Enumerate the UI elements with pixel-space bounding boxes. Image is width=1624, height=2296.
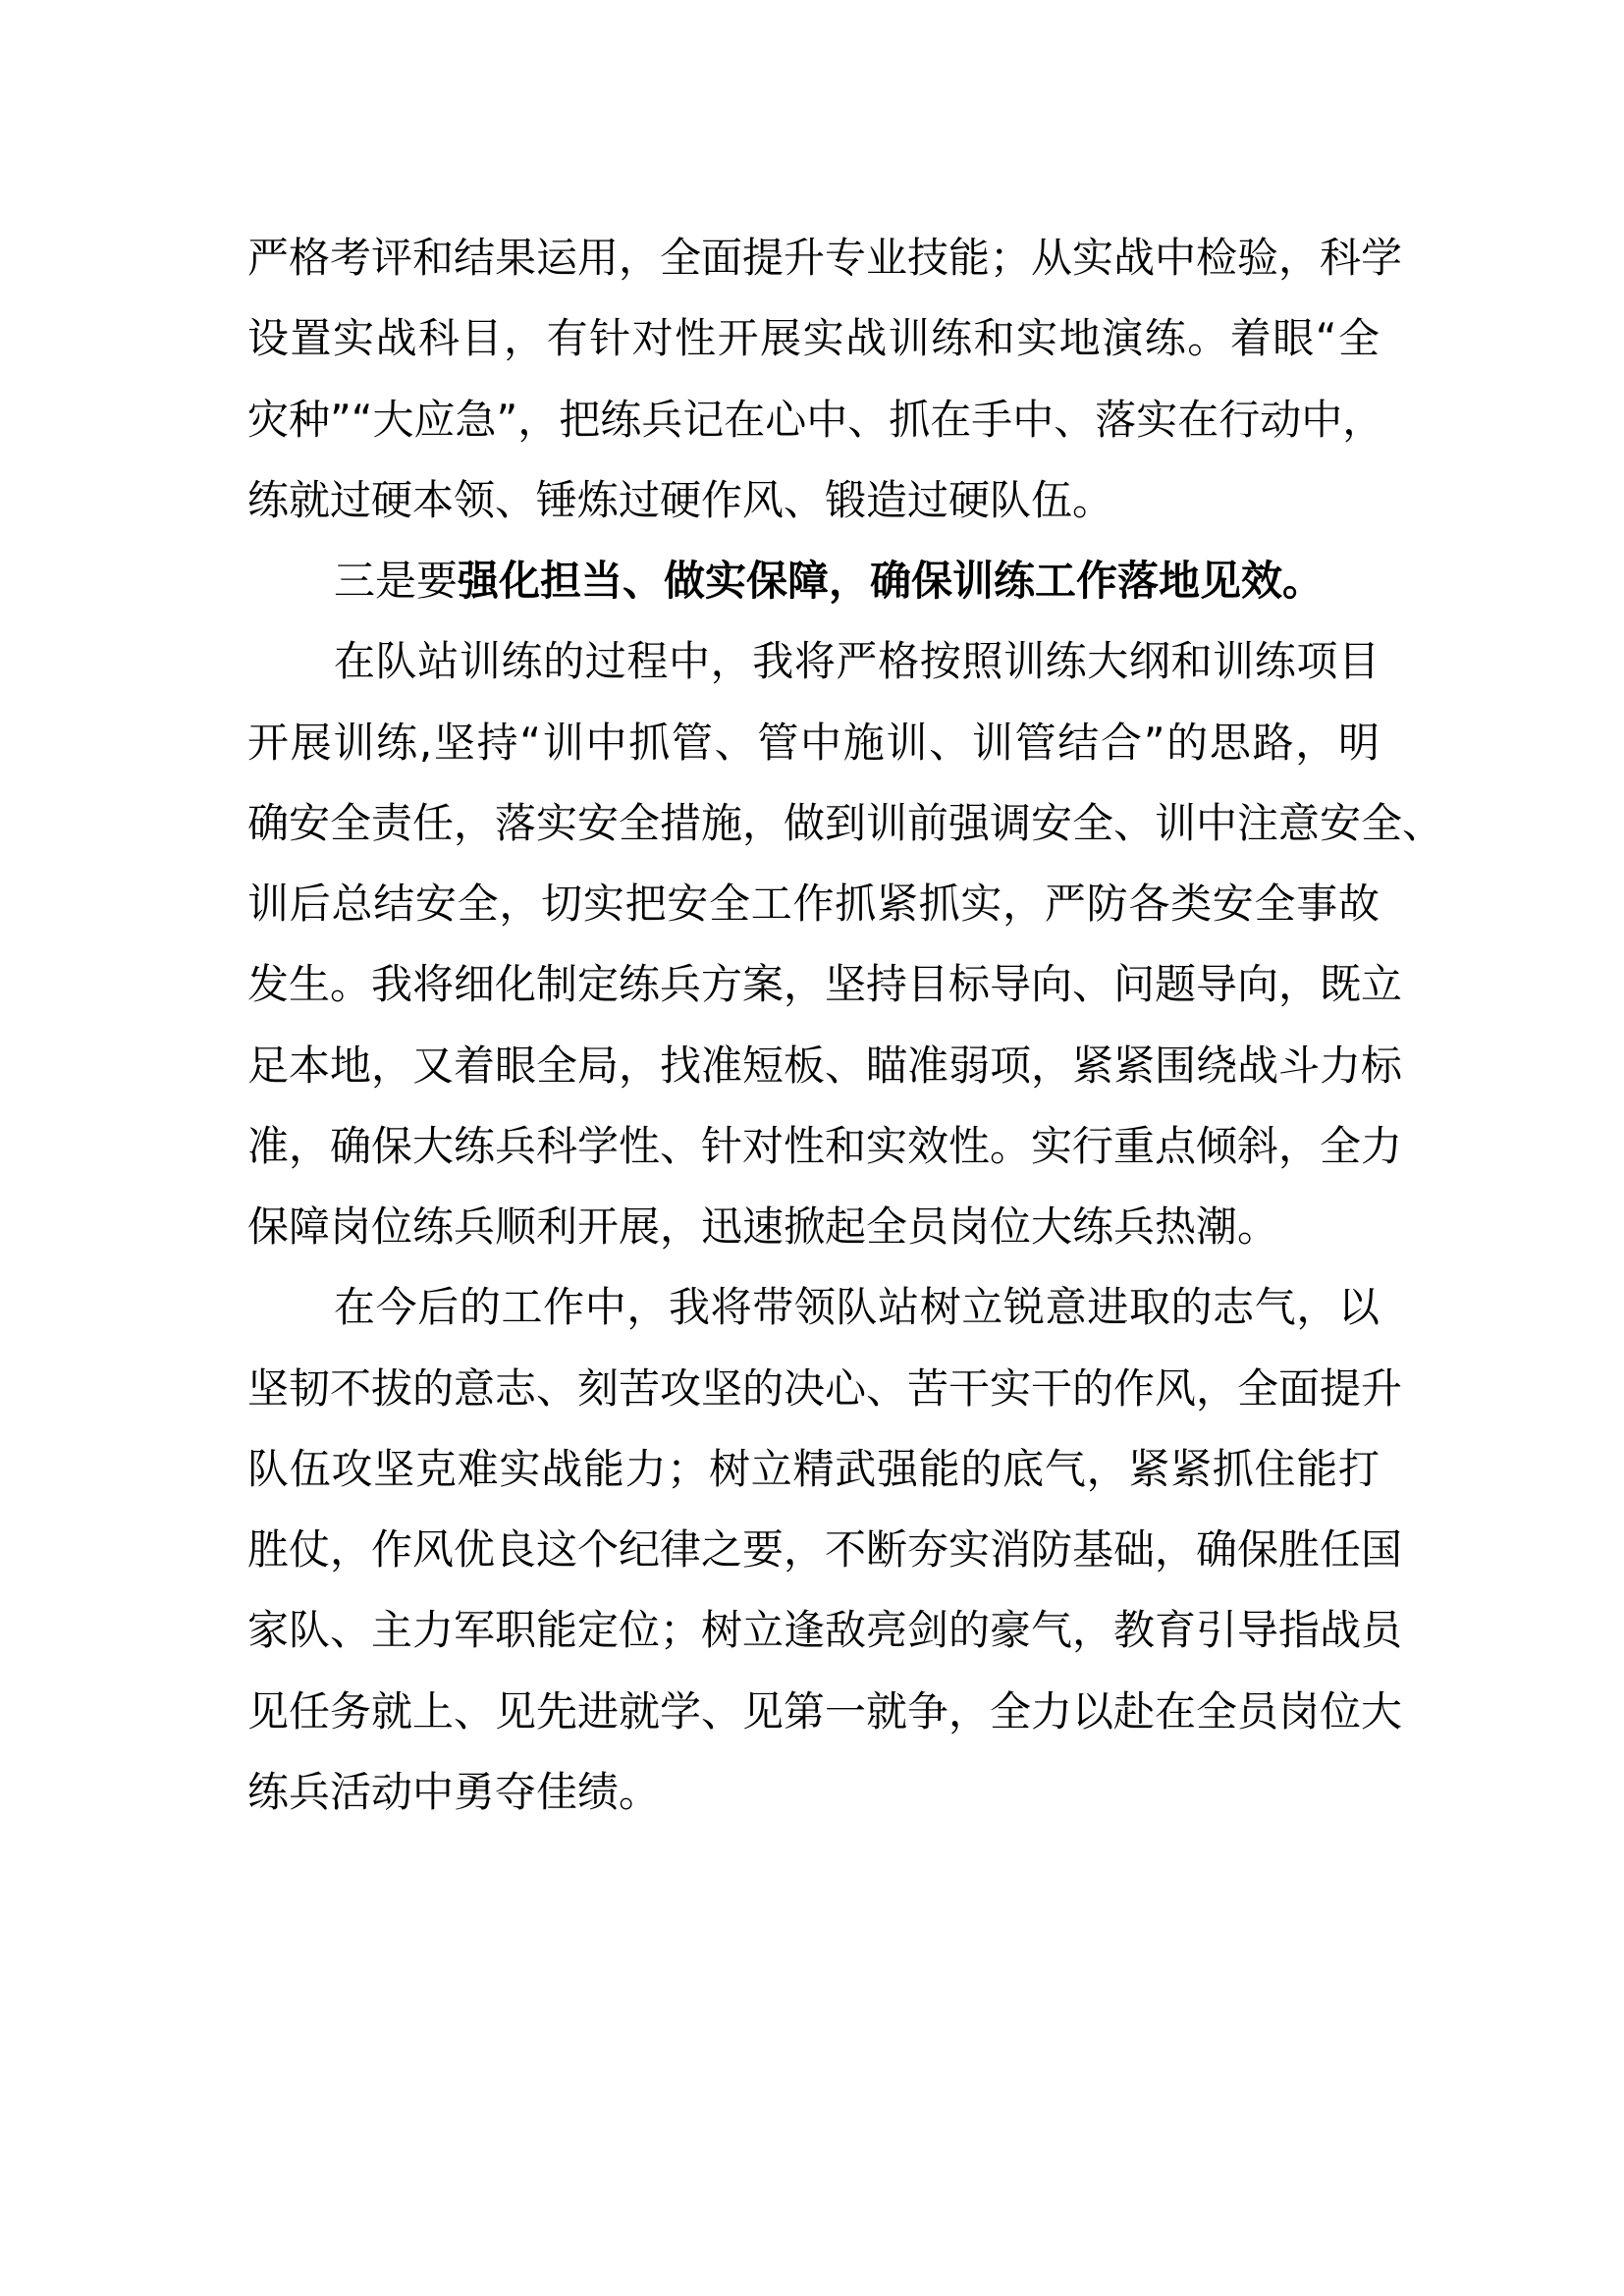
text-line: 严格考评和结果运用，全面提升专业技能；从实战中检验，科学 xyxy=(247,234,1403,282)
paragraph-continued xyxy=(247,218,1403,541)
text-line: 坚韧不拔的意志、刻苦攻坚的决心、苦干实干的作风，全面提升 xyxy=(247,1363,1403,1413)
text-line: 灾种”“大应急”，把练兵记在心中、抓在手中、落实在行动中， xyxy=(247,395,1384,444)
text-line: 保障岗位练兵顺利开展，迅速掀起全员岗位大练兵热潮。 xyxy=(247,1202,1279,1251)
text-line: 准，确保大练兵科学性、针对性和实效性。实行重点倾斜，全力 xyxy=(247,1121,1403,1170)
text-line: 在队站训练的过程中，我将严格按照训练大纲和训练项目 xyxy=(334,637,1380,686)
text-line: 发生。我将细化制定练兵方案，坚持目标导向、问题导向，既立 xyxy=(247,960,1403,1009)
text-line: 队伍攻坚克难实战能力；树立精武强能的底气，紧紧抓住能打 xyxy=(247,1444,1380,1493)
document-body xyxy=(247,218,1444,1833)
text-line: 确安全责任，落实安全措施，做到训前强调安全、训中注意安全、 xyxy=(247,798,1444,847)
text-line: 足本地，又着眼全局，找准短板、瞄准弱项，紧紧围绕战斗力标 xyxy=(247,1041,1403,1090)
text-line: 设置实战科目，有针对性开展实战训练和实地演练。着眼“全 xyxy=(247,314,1380,363)
text-line: 开展训练,坚持“训中抓管、管中施训、训管结合”的思路，明 xyxy=(247,718,1380,767)
heading-line xyxy=(247,541,1380,621)
text-line: 家队、主力军职能定位；树立逢敌亮剑的豪气，教育引导指战员 xyxy=(247,1606,1403,1655)
heading-prefix: 三是要 xyxy=(334,557,459,605)
text-line: 胜仗，作风优良这个纪律之要，不断夯实消防基础，确保胜任国 xyxy=(247,1525,1403,1574)
section-heading xyxy=(247,541,1380,621)
paragraph-training-safety xyxy=(247,621,1444,1267)
text-line: 练兵活动中勇夺佳绩。 xyxy=(247,1767,661,1816)
paragraph-future-work xyxy=(247,1267,1403,1833)
text-line: 在今后的工作中，我将带领队站树立锐意进取的志气，以 xyxy=(334,1283,1380,1332)
heading-bold-text: 强化担当、做实保障，确保训练工作落地见效。 xyxy=(458,557,1325,605)
text-line: 练就过硬本领、锤炼过硬作风、锻造过硬队伍。 xyxy=(247,475,1114,524)
text-line: 见任务就上、见先进就学、见第一就争，全力以赴在全员岗位大 xyxy=(247,1686,1403,1735)
text-line: 训后总结安全，切实把安全工作抓紧抓实，严防各类安全事故 xyxy=(247,880,1380,928)
